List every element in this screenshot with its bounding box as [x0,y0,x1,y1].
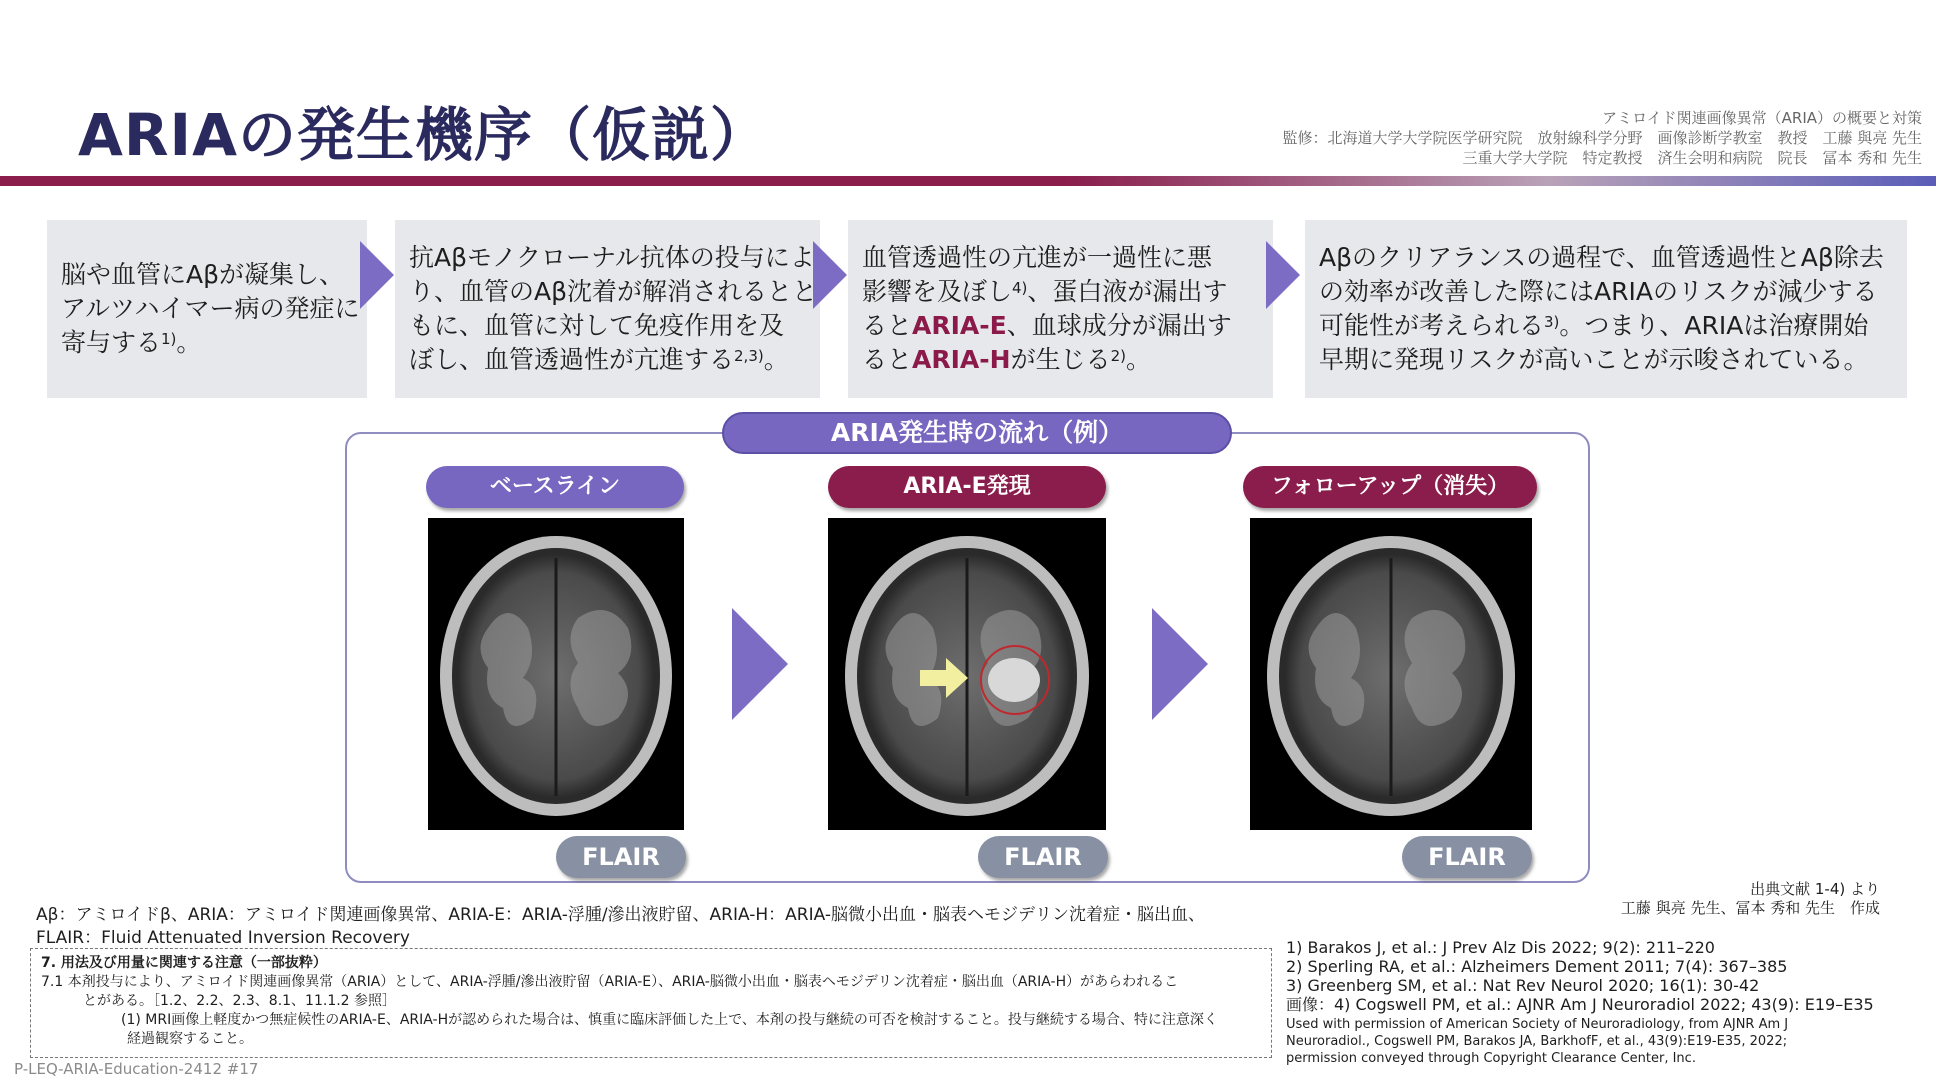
sequence-label-1: FLAIR [556,836,686,878]
mri-scan-aria-e [828,518,1106,830]
step-1-line-2: アルツハイマー病の発症に [61,294,360,323]
step-2-line-2: り、血管のAβ沈着が解消されるとと [409,277,818,306]
step-3-citation-2: 2) [1110,347,1126,365]
step-3-line-2a: 影響を及ぼし [862,277,1013,306]
step-3-citation: 4) [1012,279,1028,297]
aria-h-highlight: ARIA-H [912,345,1011,374]
image-source-note [1621,880,1880,918]
stage-label-baseline: ベースライン [426,466,684,508]
sequence-label-3: FLAIR [1402,836,1532,878]
step-arrow-3 [1266,241,1300,309]
reference-1: 1) Barakos J, et al.: J Prev Alz Dis 2022; 9(2): 211–220 [1286,938,1715,957]
step-box-2 [395,220,820,398]
permission-line-1: Used with permission of American Society of Neuroradiology, from AJNR Am J [1286,1017,1789,1032]
step-4-line-4: 早期に発現リスクが高いことが示唆されている。 [1319,345,1869,374]
step-1-citation: 1) [161,330,177,348]
stage-label-aria-e: ARIA-E発現 [828,466,1106,508]
sequence-label-2: FLAIR [978,836,1108,878]
source-line-1: 出典文献 1-4) より [1750,880,1880,898]
step-box-4 [1305,220,1907,398]
step-1-tail: 。 [176,328,202,357]
flow-arrow-2 [1152,608,1208,720]
permission-line-3: permission conveyed through Copyright Clearance Center, Inc. [1286,1051,1696,1066]
abbreviation-line-2: FLAIR：Fluid Attenuated Inversion Recovery [36,928,410,948]
step-2-line-3: もに、血管に対して免疫作用を及 [409,311,785,340]
step-2-line-4: ぼし、血管透過性が亢進する [409,345,735,374]
header-divider [0,176,1936,186]
mri-scan-follow-up [1250,518,1532,830]
mri-scan-baseline [428,518,684,830]
step-3-line-4a: ると [862,345,913,374]
flow-arrow-1 [732,608,788,720]
step-4-line-3a: 可能性が考えられる [1319,311,1545,340]
step-4-line-3b: 。つまり、ARIAは治療開始 [1559,311,1869,340]
caution-line-3: (1) MRI画像上軽度かつ無症候性のARIA-E、ARIA-Hが認められた場合は、慎重に臨床評価した上で、本剤の投与継続の可否を検討すること。投与継続する場合、特に注意深く [121,1012,1218,1028]
supervisor-1: 監修：北海道大学大学院医学研究院 放射線科学分野 画像診断学教室 教授 工藤 與亮 先生 [1282,129,1922,147]
slide-series-title: アミロイド関連画像異常（ARIA）の概要と対策 [1602,109,1922,127]
step-1-line-3: 寄与する [61,328,162,357]
step-arrow-2 [813,241,847,309]
supervisor-2: 三重大学大学院 特定教授 済生会明和病院 院長 冨本 秀和 先生 [1462,149,1922,167]
step-3-tail: 。 [1126,345,1152,374]
step-arrow-1 [360,241,394,309]
caution-line-4: 経過観察すること。 [127,1031,253,1047]
step-4-citation: 3) [1544,313,1560,331]
stage-label-follow-up: フォローアップ（消失） [1243,466,1537,508]
step-4-line-1: Aβのクリアランスの過程で、血管透過性とAβ除去 [1319,243,1884,272]
abbreviation-line-1: Aβ：アミロイドβ、ARIA：アミロイド関連画像異常、ARIA-E：ARIA-浮腫/滲出液貯留、ARIA-H：ARIA-脳微小出血・脳表ヘモジデリン沈着症・脳出血、 [36,905,1206,925]
aria-e-highlight: ARIA-E [912,311,1007,340]
document-code: P-LEQ-ARIA-Education-2412 #17 [14,1060,259,1078]
caution-line-1: 7.1 本剤投与により、アミロイド関連画像異常（ARIA）として、ARIA-浮腫/滲出液貯留（ARIA-E）、ARIA-脳微小出血・脳表ヘモジデリン沈着症・脳出血（ARIA-H）があらわれるこ [41,974,1179,990]
caution-heading: 7. 用法及び用量に関連する注意（一部抜粋） [41,955,327,971]
step-3-line-3a: ると [862,311,913,340]
step-3-line-3b: 、血球成分が漏出す [1006,311,1232,340]
supervision-block [1282,108,1922,168]
caution-line-2: とがある。［1.2、2.2、2.3、8.1、11.1.2 参照］ [83,993,397,1009]
step-box-3 [848,220,1273,398]
page-title: ARIAの発生機序（仮説） [78,101,770,169]
references-list [1286,938,1874,1067]
step-2-line-1: 抗Aβモノクローナル抗体の投与によ [409,243,815,272]
dosage-caution-box [30,948,1272,1058]
step-4-line-2: の効率が改善した際にはARIAのリスクが減少する [1319,277,1878,306]
step-3-line-2b: 、蛋白液が漏出す [1027,277,1228,306]
permission-line-2: Neuroradiol., Cogswell PM, Barakos JA, BarkhofF, et al., 43(9):E19-E35, 2022; [1286,1034,1788,1049]
flow-panel-title: ARIA発生時の流れ（例） [722,412,1232,454]
source-line-2: 工藤 與亮 先生、冨本 秀和 先生 作成 [1620,899,1880,917]
reference-4: 画像：4) Cogswell PM, et al.: AJNR Am J Neuroradiol 2022; 43(9): E19–E35 [1286,995,1874,1014]
step-box-1 [47,220,367,398]
abbreviation-notes [36,904,1205,950]
step-1-line-1: 脳や血管にAβが凝集し、 [61,260,345,289]
step-3-line-4b: が生じる [1010,345,1111,374]
step-2-citation: 2,3) [734,347,764,365]
reference-3: 3) Greenberg SM, et al.: Nat Rev Neurol 2020; 16(1): 30-42 [1286,976,1760,995]
step-3-line-1: 血管透過性の亢進が一過性に悪 [862,243,1213,272]
reference-2: 2) Sperling RA, et al.: Alzheimers Dement 2011; 7(4): 367–385 [1286,957,1788,976]
step-2-tail: 。 [763,345,789,374]
